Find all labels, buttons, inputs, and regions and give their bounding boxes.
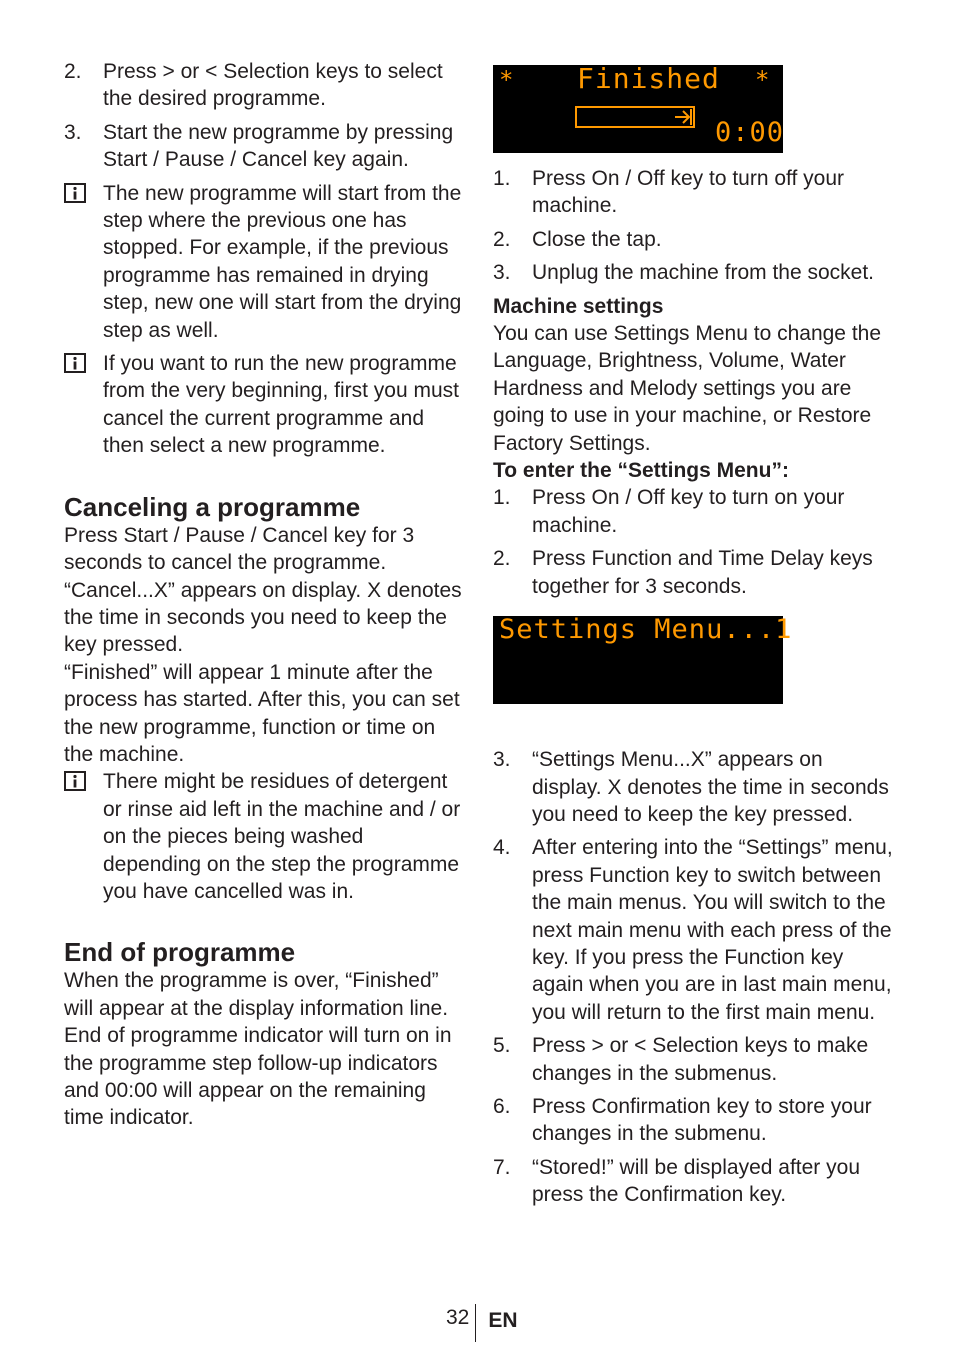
list-item bbox=[493, 226, 893, 253]
list-number: 3. bbox=[64, 120, 82, 144]
list-number: 3. bbox=[493, 748, 511, 772]
paragraph: Press Start / Pause / Cancel key for 3 seconds to cancel the programme. “Cancel...X” appears on display. X denotes the time in seconds you need to keep the key pressed. bbox=[64, 523, 462, 657]
right-column bbox=[493, 62, 893, 1215]
list-text: Press On / Off key to turn off your machine. bbox=[532, 167, 845, 218]
list-item bbox=[493, 165, 893, 220]
list-number: 7. bbox=[493, 1155, 511, 1179]
list-number: 5. bbox=[493, 1034, 511, 1058]
list-text: Unplug the machine from the socket. bbox=[532, 261, 875, 285]
section-heading-end: End of programme bbox=[64, 937, 296, 968]
display-text: Finished bbox=[577, 62, 720, 95]
list-item bbox=[493, 545, 893, 600]
paragraph: You can use Settings Menu to change the Language, Brightness, Volume, Water Hardness and Melody settings you are going to use in your machine, or Restore Factory Settings. bbox=[493, 322, 882, 455]
list-text: Press On / Off key to turn on your machine. bbox=[532, 486, 845, 537]
list-number: 1. bbox=[493, 486, 511, 510]
list-text: Start the new programme by pressing Start / Pause / Cancel key again. bbox=[103, 120, 454, 172]
display-finished bbox=[493, 62, 785, 153]
paragraph: “Finished” will appear 1 minute after the process has started. After this, you can set the new programme, function or time on the machine. bbox=[64, 660, 460, 766]
list-text: After entering into the “Settings” menu, press Function key to switch between the main menus. You will switch to the next main menu with each press of the key. If you press the Function key again when you are in last main menu, you will return to the first main menu. bbox=[532, 836, 893, 1024]
list-item bbox=[493, 484, 893, 539]
display-text: Settings Menu...1 bbox=[499, 614, 793, 646]
list-number: 3. bbox=[493, 261, 511, 285]
list-number: 4. bbox=[493, 836, 511, 860]
list-item bbox=[493, 1093, 893, 1148]
info-icon bbox=[64, 180, 103, 344]
list-text: “Stored!” will be displayed after you press the Confirmation key. bbox=[532, 1155, 860, 1207]
subheading-machine-settings: Machine settings bbox=[493, 294, 664, 318]
footer-divider bbox=[475, 1304, 476, 1342]
paragraph: When the programme is over, “Finished” will appear at the display information line. End of programme indicator will turn on in the programme step follow-up indicators and 00:00 will appear on the remaining time indicator. bbox=[64, 969, 452, 1130]
list-number: 2. bbox=[493, 547, 511, 571]
page-footer bbox=[446, 1304, 518, 1344]
info-note bbox=[64, 350, 464, 460]
list-item bbox=[493, 746, 893, 828]
list-text: Close the tap. bbox=[532, 227, 662, 251]
note-text: If you want to run the new programme from the very beginning, first you must cancel the current programme and then select a new programme. bbox=[103, 352, 459, 458]
list-text: Press > or < Selection keys to make changes in the submenus. bbox=[532, 1034, 869, 1085]
list-item bbox=[64, 119, 464, 174]
display-settings-menu bbox=[493, 614, 793, 704]
progress-bar-icon bbox=[575, 105, 697, 129]
subheading-enter-settings: To enter the “Settings Menu”: bbox=[493, 459, 789, 483]
list-item bbox=[64, 58, 464, 113]
info-icon bbox=[64, 768, 103, 905]
list-number: 2. bbox=[64, 60, 82, 83]
section-heading-canceling: Canceling a programme bbox=[64, 491, 361, 522]
note-text: The new programme will start from the step where the previous one has stopped. For example, if the previous programme has remained in drying step, new one will start from the drying step as well. bbox=[103, 181, 462, 342]
list-text: Press > or < Selection keys to select the desired programme. bbox=[103, 60, 443, 111]
page-number: 32 bbox=[446, 1306, 470, 1329]
info-icon bbox=[64, 350, 103, 460]
list-number: 2. bbox=[493, 227, 511, 251]
language-label: EN bbox=[488, 1309, 518, 1332]
list-item bbox=[493, 1154, 893, 1209]
list-item bbox=[493, 834, 893, 1026]
list-item bbox=[493, 259, 893, 286]
list-number: 6. bbox=[493, 1094, 511, 1118]
list-text: “Settings Menu...X” appears on display. X denotes the time in seconds you need to keep the key pressed. bbox=[532, 748, 889, 826]
display-star: * bbox=[499, 66, 515, 94]
info-note bbox=[64, 768, 464, 905]
list-number: 1. bbox=[493, 167, 511, 190]
display-star: * bbox=[755, 66, 771, 94]
note-text: There might be residues of detergent or rinse aid left in the machine and / or on the pieces being washed depending on the step the programme you have cancelled was in. bbox=[103, 770, 461, 903]
list-text: Press Function and Time Delay keys together for 3 seconds. bbox=[532, 547, 873, 598]
display-time: 0:00 bbox=[715, 117, 785, 148]
list-text: Press Confirmation key to store your changes in the submenu. bbox=[532, 1094, 872, 1146]
info-note bbox=[64, 180, 464, 344]
left-column bbox=[64, 58, 464, 1132]
list-item bbox=[493, 1032, 893, 1087]
